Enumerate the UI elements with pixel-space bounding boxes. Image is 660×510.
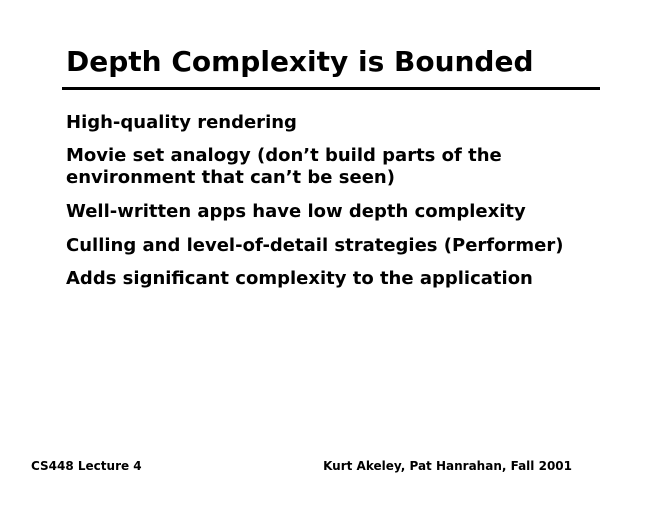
sub-bullet-culling-lod: Culling and level-of-detail strategies (Performer): [66, 235, 564, 256]
bullet-list: [66, 112, 626, 290]
footer-course-label: CS448 Lecture 4: [31, 459, 142, 473]
sub-bullet-adds-complexity: Adds significant complexity to the application: [66, 268, 533, 289]
sub-bullet-movie-set-analogy: Movie set analogy (don’t build parts of the environment that can’t be seen): [66, 145, 502, 188]
slide-title: Depth Complexity is Bounded: [66, 45, 534, 78]
bullet-high-quality-rendering: High-quality rendering: [66, 112, 297, 133]
bullet-low-depth-complexity: Well-written apps have low depth complexity: [66, 201, 526, 222]
footer-authors: Kurt Akeley, Pat Hanrahan, Fall 2001: [323, 459, 572, 473]
title-underline: [62, 87, 600, 90]
